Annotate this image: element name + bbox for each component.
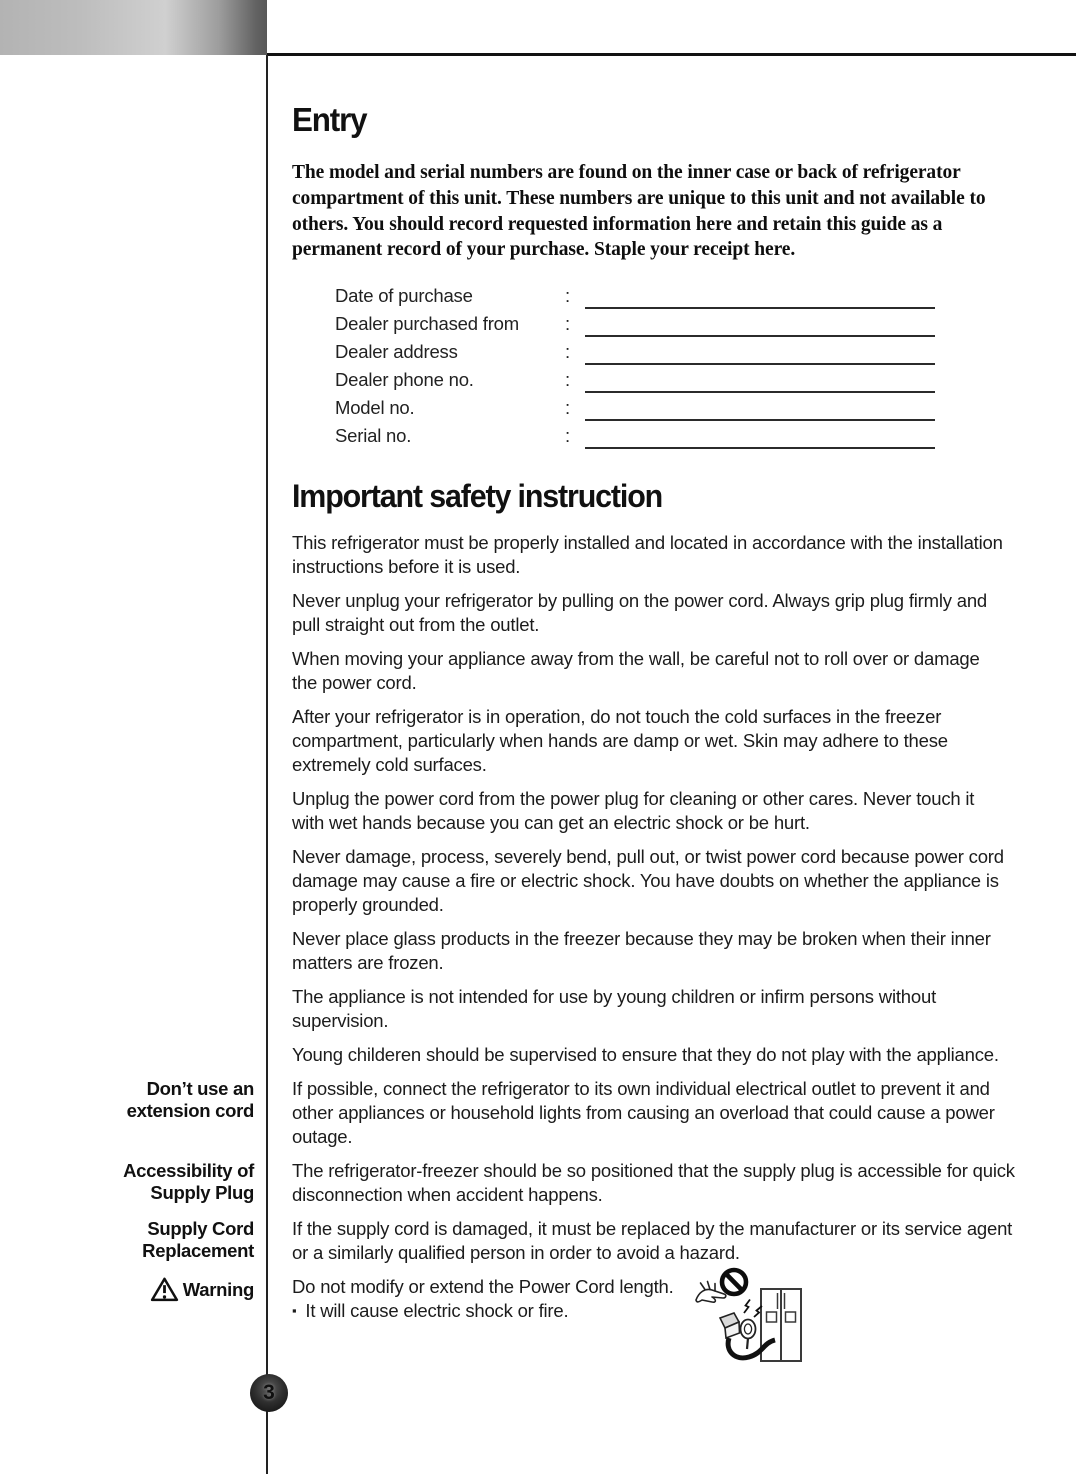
annotated-section-cord-replacement [142, 1217, 1037, 1265]
safety-paragraph: Never place glass products in the freezer because they may be broken when their inner matters are frozen. [292, 928, 991, 973]
safety-paragraph: This refrigerator must be properly installed and located in accordance with the installation instructions before it is used. [292, 532, 1003, 577]
sidebar-heading [60, 1078, 254, 1122]
safety-paragraphs [123, 531, 1037, 1395]
form-label: Dealer address [335, 341, 458, 362]
warning-bullet-text: It will cause electric shock or fire. [305, 1300, 569, 1321]
header-gradient-bar [0, 0, 267, 55]
safety-paragraph: Never damage, process, severely bend, pull out, or twist power cord because power cord damage may cause a fire or electric shock. You have doubts on whether the appliance is properly grounded. [292, 846, 1004, 915]
form-blank-line [585, 370, 935, 393]
form-label: Serial no. [335, 425, 412, 446]
warning-bullet-item [292, 1299, 722, 1323]
purchase-record-form [335, 283, 985, 451]
safety-title: Important safety instruction [292, 478, 663, 514]
form-blank-line [585, 426, 935, 449]
warning-triangle-icon [150, 1276, 179, 1303]
safety-paragraph: Unplug the power cord from the power plug for cleaning or other cares. Never touch it with wet hands because you can get an electric shock or be hurt. [292, 788, 975, 833]
form-row-date-of-purchase [335, 283, 985, 311]
form-label: Model no. [335, 397, 415, 418]
refrigerator-icon [761, 1289, 801, 1361]
sidebar-heading-line: Supply Cord [147, 1218, 254, 1239]
form-row-dealer-phone-no [335, 367, 985, 395]
sidebar-heading-line: Supply Plug [150, 1182, 254, 1203]
form-label: Dealer phone no. [335, 369, 474, 390]
header-rule [267, 53, 1076, 56]
form-row-dealer-address [335, 339, 985, 367]
sidebar-heading-line: extension cord [126, 1100, 254, 1121]
form-row-dealer-purchased-from [335, 311, 985, 339]
sidebar-heading-line: Replacement [142, 1240, 254, 1261]
page-number-badge [250, 1374, 288, 1412]
bullet-square-icon: ▪ [292, 1303, 297, 1318]
warning-content [292, 1275, 1037, 1323]
no-extension-cord-illustration [691, 1267, 813, 1378]
form-colon: : [565, 285, 571, 306]
form-blank-line [585, 398, 935, 421]
warning-text: Do not modify or extend the Power Cord length. [292, 1276, 674, 1297]
form-row-serial-no [335, 423, 985, 451]
safety-paragraph: After your refrigerator is in operation, do not touch the cold surfaces in the freezer compartment, particularly when hands are damp or wet. Skin may adhere to these extremely cold surfaces. [292, 706, 948, 775]
form-colon: : [565, 341, 571, 362]
safety-paragraph: The appliance is not intended for use by young children or infirm persons without supervision. [292, 986, 937, 1031]
entry-intro-paragraph: The model and serial numbers are found on the inner case or back of refrigerator compartment of this unit. These numbers are unique to this unit and not available to others. You should record requested information here and retain this guide as a permanent record of your purchase. Staple your receipt here. [292, 162, 986, 261]
safety-paragraph: When moving your appliance away from the wall, be careful not to roll over or damage the power cord. [292, 648, 980, 693]
sidebar-heading [60, 1160, 254, 1204]
form-colon: : [565, 397, 571, 418]
form-colon: : [565, 369, 571, 390]
spark-icon [744, 1300, 762, 1318]
annotated-paragraph: The refrigerator-freezer should be so positioned that the supply plug is accessible for quick disconnection when accident happens. [292, 1160, 1015, 1205]
page-number: 3 [263, 1381, 275, 1404]
safety-paragraph: Young childeren should be supervised to ensure that they do not play with the appliance. [292, 1044, 999, 1065]
sidebar-heading-line: Accessibility of [123, 1160, 254, 1181]
form-blank-line [585, 314, 935, 337]
prohibition-icon [722, 1270, 746, 1294]
annotated-section-supply-plug [123, 1159, 1037, 1207]
warning-label: Warning [182, 1278, 254, 1300]
annotated-paragraph: If possible, connect the refrigerator to its own individual electrical outlet to prevent it and other appliances or household lights from causing an overload that could cause a power outage. [292, 1078, 995, 1147]
form-colon: : [565, 313, 571, 334]
sidebar-heading [60, 1218, 254, 1262]
form-colon: : [565, 425, 571, 446]
form-label: Dealer purchased from [335, 313, 519, 334]
safety-paragraph: Never unplug your refrigerator by pulling on the power cord. Always grip plug firmly and pull straight out from the outlet. [292, 590, 988, 635]
annotated-section-extension-cord [126, 1077, 1037, 1149]
entry-title: Entry [292, 101, 367, 138]
warning-heading [60, 1276, 254, 1303]
margin-vertical-rule [266, 55, 268, 1474]
form-label: Date of purchase [335, 285, 473, 306]
form-row-model-no [335, 395, 985, 423]
annotated-paragraph: If the supply cord is damaged, it must be replaced by the manufacturer or its service agent or a similarly qualified person in order to avoid a hazard. [292, 1218, 1013, 1263]
form-blank-line [585, 286, 935, 309]
form-blank-line [585, 342, 935, 365]
sidebar-heading-line: Don’t use an [146, 1078, 254, 1099]
warning-section [182, 1275, 1037, 1385]
